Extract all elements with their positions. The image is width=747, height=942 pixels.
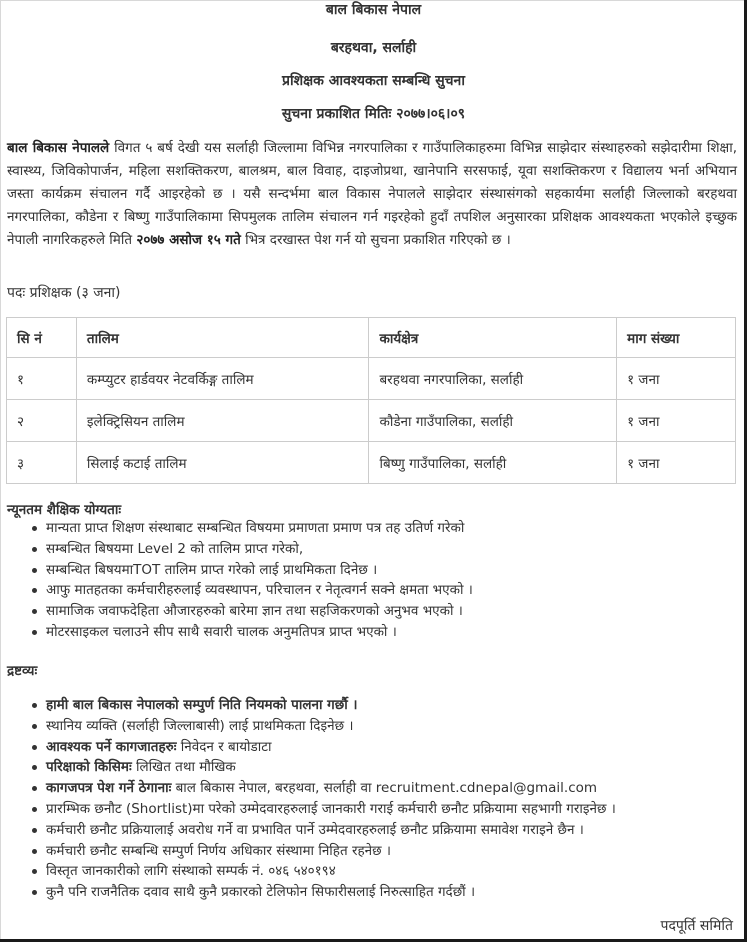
signature-committee: पदपूर्ति समिति [660,918,733,934]
table-cell: १ जना [617,442,736,484]
note-text: कर्मचारी छनौट सम्बन्धि सम्पुर्ण निर्णय अधिकार संस्थामा निहित रहनेछ । [46,842,392,859]
table-header-cell: माग संख्या [617,318,736,358]
list-item [46,757,746,778]
notice-title: प्रशिक्षक आवश्यकता सम्बन्धि सुचना [282,73,465,89]
intro-paragraph [7,137,737,252]
note-bold-text: परिक्षाको किसिमः [46,759,132,776]
list-item: मान्यता प्राप्त शिक्षण संस्थाबाट सम्बन्धित विषयमा प्रमाणता प्रमाण पत्र तह उतिर्ण गरेको [46,518,746,539]
intro-deadline-date: २०७७ असोज १५ गते [136,232,241,248]
table-header-cell: तालिम [76,318,369,358]
list-item [46,737,746,758]
table-cell: कौडेना गाउँपालिका, सर्लाही [369,400,617,442]
org-name: बाल बिकास नेपाल [325,2,422,18]
list-item [46,778,746,799]
table-cell: २ [7,400,77,442]
note-text: कुनै पनि राजनैतिक दवाव साथै कुनै प्रकारको टेलिफोन सिफारीसलाई निरुत्साहित गर्दछौं । [46,884,476,901]
intro-text-2: भित्र दरखास्त पेश गर्न यो सुचना प्रकाशित गरिएको छ । [240,232,511,248]
table-cell: कम्प्युटर हार्डवयर नेटवर्किङ्ग तालिम [76,358,369,400]
table-header-cell: कार्यक्षेत्र [369,318,617,358]
note-text: प्रारम्भिक छनौट (Shortlist)मा परेको उम्मेदवारहरुलाई जानकारी गराई कर्मचारी छनौट प्रक्रियामा सहभागी गराइनेछ । [46,800,616,817]
table-row [7,400,736,442]
note-text: बाल बिकास नेपाल, बरहथवा, सर्लाही वा recruitment.cdnepal@gmail.com [171,780,598,797]
list-item [46,882,746,903]
intro-org-name: बाल बिकास नेपालले [7,140,110,156]
list-item: मोटरसाइकल चलाउने सीप साथै सवारी चालक अनुमतिपत्र प्राप्त भएको । [46,622,746,643]
list-item [46,841,746,862]
table-header-cell: सि नं [7,318,77,358]
published-date: सुचना प्रकाशित मितिः २०७७।०६।०९ [281,106,466,122]
list-item: सम्बन्धित बिषयमा Level 2 को तालिम प्राप्त गरेको, [46,539,746,560]
list-item [46,716,746,737]
table-cell: बिष्णु गाउँपालिका, सर्लाही [369,442,617,484]
list-item: सामाजिक जवाफदेहिता औजारहरुको बारेमा ज्ञान तथा सहजिकरणको अनुभव भएको । [46,601,746,622]
note-bold-text: आवश्यक पर्ने कागजातहरुः [46,738,177,755]
table-cell: १ जना [617,400,736,442]
table-header-row [7,318,736,358]
table-cell: १ जना [617,358,736,400]
org-location: बरहथवा, सर्लाही [330,40,417,56]
table-cell: सिलाई कटाई तालिम [76,442,369,484]
note-bold-text: कागजपत्र पेश गर्ने ठेगानाः [46,780,172,797]
training-table [6,317,736,484]
table-cell: इलेक्ट्रिसियन तालिम [76,400,369,442]
table-row [7,358,736,400]
list-item [46,695,746,716]
notes-list [0,695,746,903]
table-cell: १ [7,358,77,400]
table-cell: बरहथवा नगरपालिका, सर्लाही [369,358,617,400]
table-cell: ३ [7,442,77,484]
note-text: स्थानिय व्यक्ति (सर्लाही जिल्लाबासी) लाई प्राथमिकता दिइनेछ । [46,717,354,734]
note-text: लिखित तथा मौखिक [131,759,236,776]
note-text: निवेदन र बायोडाटा [176,738,272,755]
list-item: आफु मातहतका कर्मचारीहरुलाई व्यवस्थापन, परिचालन र नेतृत्वगर्न सक्ने क्षमता भएको । [46,580,746,601]
note-text: विस्तृत जानकारीको लागि संस्थाको सम्पर्क नं. ०४६ ५४०१९४ [46,863,336,880]
post-line: पदः प्रशिक्षक (३ जना) [7,285,121,301]
notes-title: द्रष्टव्यः [7,663,38,679]
note-bold-text: हामी बाल बिकास नेपालको सम्पुर्ण निति नियमको पालना गर्छौ । [46,697,358,713]
qualifications-title: न्यूनतम शैक्षिक योग्यताः [7,502,122,518]
list-item: सम्बन्धित बिषयमाTOT तालिम प्राप्त गरेको लाई प्राथमिकता दिनेछ । [46,560,746,581]
note-text: कर्मचारी छनौट प्रक्रियालाई अवरोध गर्ने वा प्रभावित पार्ने उम्मेदवारहरुलाई छनौट प्रक्रियामा समावेश गराइने छैन । [46,821,584,838]
list-item [46,861,746,882]
intro-text-1: विगत ५ बर्ष देखी यस सर्लाही जिल्लामा विभिन्न नगरपालिका र गाउँपालिकाहरुमा विभिन्न साझेदार संस्थाहरुको सझेदारीमा शिक्षा, स्वास्थ्य, जिविकोपार्जन, महिला सशक्तिकरण, बालश्रम, बाल विवाह, दाइजोप्रथा, खानेपानि सरसफाई, यूवा सशक्तिकरण र विद्यालय भर्ना अभियान जस्ता कार्यक्रम संचालन गर्दै आइरहेको छ । यसै सन्दर्भमा बाल विकास नेपालले साझेदार संस्थासंगको सहकार्यमा सर्लाही जिल्लाको बरहथवा नगरपालिका, कौडेना र बिष्णु गाउँपालिकामा सिपमुलक तालिम संचालन गर्न गइरहेको हुदाँ तपशिल अनुसारका प्रशिक्षक आवश्यकता भएकोले इच्छुक नेपाली नागरिकहरुले मिति [7,140,737,248]
list-item [46,820,746,841]
list-item [46,799,746,820]
qualifications-list [0,518,746,643]
table-row [7,442,736,484]
